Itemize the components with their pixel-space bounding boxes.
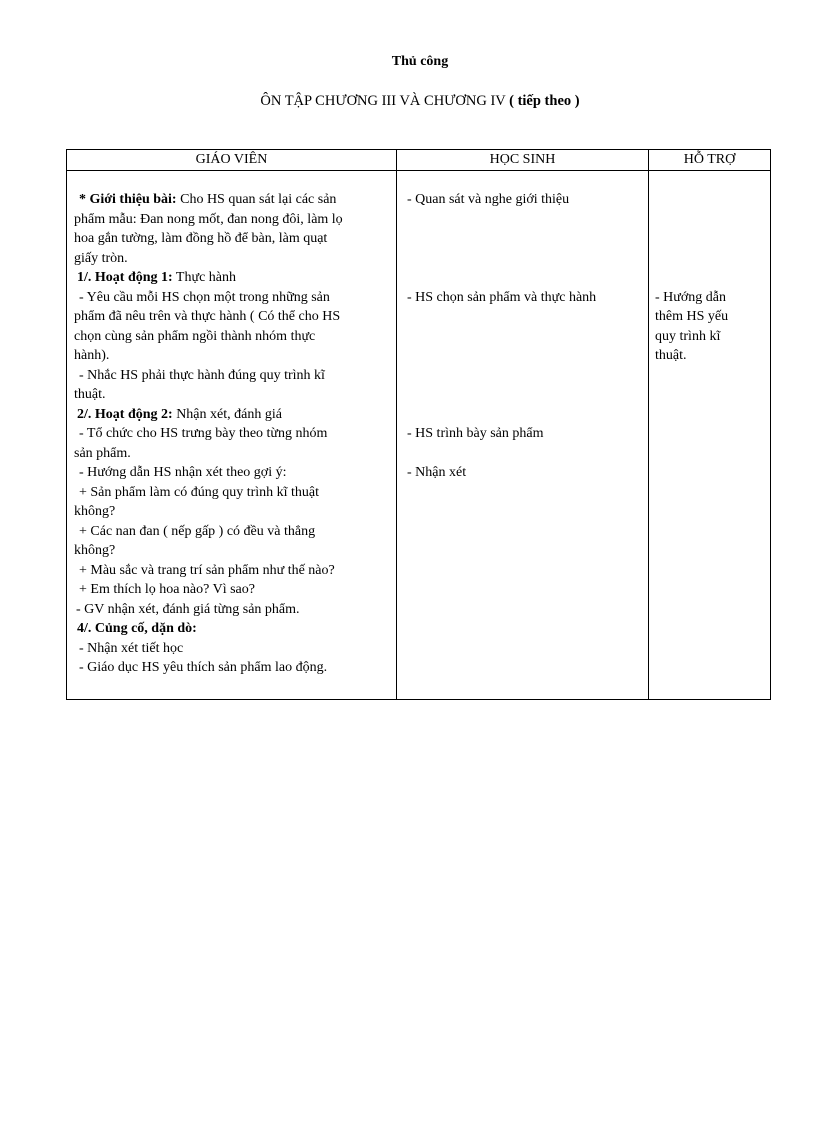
teacher-line: hành). bbox=[74, 348, 110, 363]
support-line: thuật. bbox=[655, 348, 687, 363]
student-line: - Quan sát và nghe giới thiệu bbox=[407, 192, 570, 207]
header-support: HỖ TRỢ bbox=[649, 150, 771, 171]
table-body-row bbox=[67, 171, 771, 700]
support-line: - Hướng dẫn bbox=[655, 290, 726, 305]
header-student: HỌC SINH bbox=[397, 150, 649, 171]
teacher-line: thuật. bbox=[74, 387, 106, 402]
teacher-line: hoa gắn tường, làm đồng hồ để bàn, làm quạt bbox=[74, 231, 328, 246]
student-line: - HS trình bày sản phẩm bbox=[407, 426, 544, 441]
teacher-line: - Hướng dẫn HS nhận xét theo gợi ý: bbox=[79, 465, 287, 480]
student-cell bbox=[397, 171, 649, 700]
lesson-title bbox=[0, 93, 816, 110]
teacher-line: sản phẩm. bbox=[74, 446, 131, 461]
teacher-line: - Giáo dục HS yêu thích sản phẩm lao động. bbox=[79, 660, 328, 675]
student-line: - Nhận xét bbox=[407, 465, 467, 480]
lesson-plan-table bbox=[66, 149, 771, 700]
teacher-line: phẩm đã nêu trên và thực hành ( Có thể cho HS bbox=[74, 309, 341, 324]
teacher-line: chọn cùng sản phẩm ngồi thành nhóm thực bbox=[74, 329, 316, 344]
lesson-title-main: ÔN TẬP CHƯƠNG III VÀ CHƯƠNG IV bbox=[260, 93, 506, 109]
teacher-line: - Nhận xét tiết học bbox=[79, 641, 184, 656]
teacher-line: 2/. Hoạt động 2: Nhận xét, đánh giá bbox=[77, 407, 282, 422]
support-cell bbox=[649, 171, 771, 700]
support-line: thêm HS yếu bbox=[655, 309, 729, 324]
teacher-line: - Yêu cầu mỗi HS chọn một trong những sản bbox=[79, 290, 330, 305]
table-header-row bbox=[67, 150, 771, 171]
teacher-cell bbox=[67, 171, 397, 700]
teacher-line: + Màu sắc và trang trí sản phẩm như thế nào? bbox=[79, 563, 335, 578]
subject-heading: Thủ công bbox=[391, 54, 449, 69]
teacher-line: * Giới thiệu bài: Cho HS quan sát lại các sản bbox=[79, 192, 337, 207]
student-line: - HS chọn sản phẩm và thực hành bbox=[407, 290, 597, 305]
teacher-line: giấy tròn. bbox=[74, 251, 128, 266]
support-line: quy trình kĩ bbox=[655, 329, 721, 344]
teacher-line: + Các nan đan ( nếp gấp ) có đều và thẳng bbox=[79, 524, 316, 539]
teacher-line: + Em thích lọ hoa nào? Vì sao? bbox=[79, 582, 255, 597]
teacher-line: + Sản phẩm làm có đúng quy trình kĩ thuật bbox=[79, 485, 320, 500]
header-teacher: GIÁO VIÊN bbox=[67, 150, 397, 171]
teacher-line: không? bbox=[74, 504, 116, 519]
teacher-line: - GV nhận xét, đánh giá từng sản phẩm. bbox=[76, 602, 300, 617]
teacher-line: - Tổ chức cho HS trưng bày theo từng nhóm bbox=[79, 426, 328, 441]
teacher-line: 1/. Hoạt động 1: Thực hành bbox=[77, 270, 237, 285]
teacher-line: 4/. Củng cố, dặn dò: bbox=[77, 621, 197, 636]
lesson-title-suffix: ( tiếp theo ) bbox=[509, 93, 580, 109]
teacher-line: không? bbox=[74, 543, 116, 558]
teacher-line: - Nhắc HS phải thực hành đúng quy trình kĩ bbox=[79, 368, 325, 383]
teacher-line: phẩm mẫu: Đan nong mốt, đan nong đôi, làm lọ bbox=[74, 212, 343, 227]
